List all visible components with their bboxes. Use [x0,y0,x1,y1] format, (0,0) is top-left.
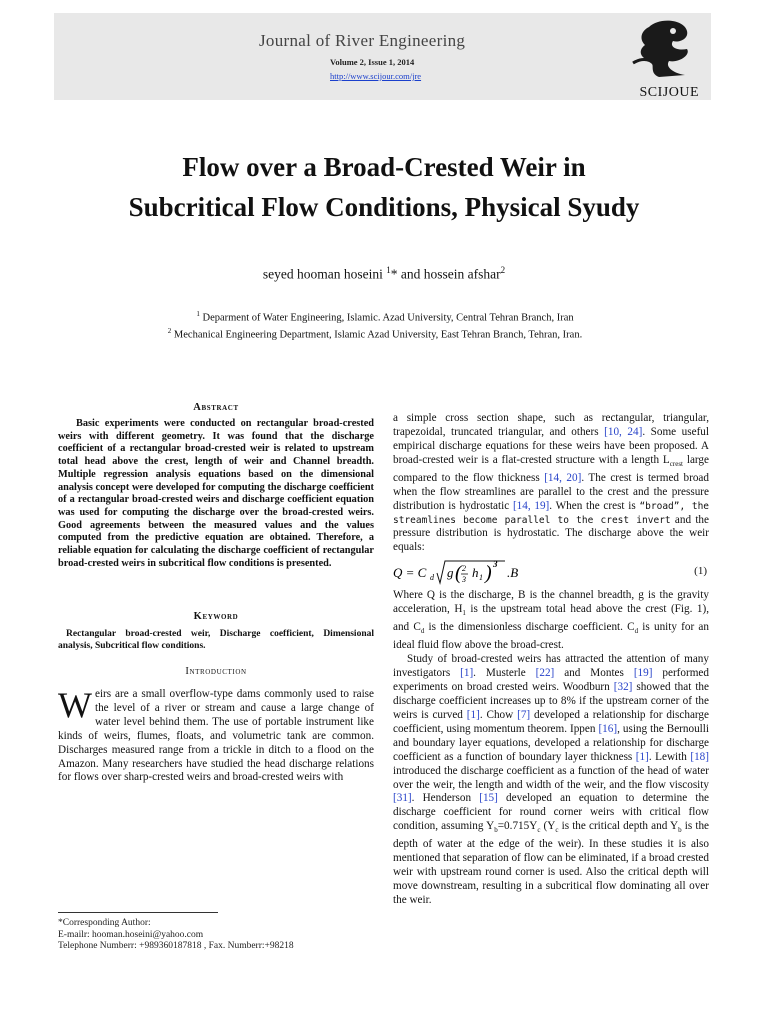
citation-15[interactable]: [15] [479,792,498,805]
paragraph-3 [393,653,709,908]
dropcap: W [58,685,92,725]
p1f: and the pressure distribution is hydrostatic. The discharge above the weir equals: [393,513,709,554]
p3n: (Y [540,820,556,833]
journal-name: Journal of River Engineering [259,31,466,50]
journal-header [54,13,711,100]
affiliation-1-text: Deparment of Water Engineering, Islamic. Azad University, Central Tehran Branch, Iran [202,312,574,324]
svg-text:1: 1 [479,573,483,583]
introduction-text [58,685,374,785]
journal-url[interactable]: http://www.scijour.com/jre [330,71,422,81]
svg-text:(: ( [455,562,462,585]
p1d: . The crest is termed broad when the flow streamlines are parallel to the crest and the pressure distribution is hydrostatic [393,471,709,512]
citation-1-b[interactable]: [1] [466,709,480,722]
svg-text:2: 2 [462,564,466,574]
svg-text:): ) [485,562,492,585]
author-1-affil: 1 [386,265,391,275]
citation-31[interactable]: [31] [393,792,412,805]
footnote-corresponding: *Corresponding Author: [58,918,151,928]
p3e: showed that the discharge coefficient increases up to 8% if the upstream corner of the weirs is curved [393,681,709,722]
p3m: =0.715Y [497,820,538,833]
p3h: , using the Bernoulli and boundary layer equations, developed a relationship for discharge coefficient as a function of boundary layer thickness [393,722,709,763]
affiliation-2 [130,325,620,342]
footnote-email: E-mailr: hooman.hoseini@yahoo.com [58,929,204,940]
p3l: developed an equation to determine the discharge coefficient for round corner weirs with critical flow condition, assuming Y [393,792,710,833]
discharge-equation [393,557,533,589]
sub-d-2: d [634,627,639,636]
p1c: large compared to the flow thickness [393,453,709,484]
svg-text:g: g [447,565,454,581]
introduction-heading: Introduction [185,666,247,677]
p1b: . Some useful empirical discharge equations for these weirs have been proposed. A broad-crested weir is a flat-crested structure with a length L [393,425,710,466]
p3k: . Henderson [411,792,480,805]
citation-14-20[interactable]: [14, 20] [544,471,582,484]
p3f: . Chow [479,709,518,722]
footnote-phone: Telephone Numberr: +989360187818 , Fax. Numberr:+98218 [58,941,294,951]
abstract-text: Basic experiments were conducted on rectangular broad-crested weirs with different geometry. It was found that the discharge coefficient of a rectangular broad-crested weir is related to upstream total head above the crest, length of weir and Channel breadth. Multiple regression analysis equations based on the dimensional analysis concept were developed for computing the discharge coefficient of a rectangular broad-crested weirs and discharge coefficient equation was used for computing the discharge over the broad-crested weirs. Good agreements between the measured values and the values computed from the predictive equation are obtained. Therefore, a reliable equation for calculating the discharge coefficient of rectangular broad-crested weirs in subcritical flow conditions is presented. [58,418,374,569]
svg-text:d: d [430,573,434,583]
paragraph-2 [393,589,709,653]
p3j: introduced the discharge coefficient as a function of the head of water over the weir, the length and width of the weir, and the flow viscosity [393,764,709,791]
title-line-2: Subcritical Flow Conditions, Physical Syudy [128,192,640,222]
p2a: Where Q is the discharge, B is the channel breadth, g is the gravity acceleration, H [393,589,709,616]
affiliations [150,308,620,341]
svg-text:h: h [472,565,479,581]
svg-text:Q = C: Q = C [393,565,427,581]
sub-1: 1 [462,609,466,618]
p3i: . Lewith [648,750,691,763]
equation-number: (1) [694,565,707,578]
citation-1[interactable]: [1] [460,667,474,680]
p3a: Study of broad-crested weirs has attracted the attention of many investigators [393,653,709,680]
sub-c: c [537,826,541,835]
introduction-body: eirs are a small overflow-type dams commonly used to raise the level of a river or stream and cause a large change of water level behind them. The use of portable instrument like kinds of weirs, flumes, floats, and volumetric tank are common. Discharges measured range from a trickle in ditch to a flood on the Amazon. Many researchers have studied the head discharge relations for flows over sharp-crested weirs and broad-crested weirs with [58,688,374,784]
author-1-mark: * and [390,266,421,282]
footnote [58,918,368,953]
abstract-heading: Abstract [193,402,239,413]
author-1: seyed hooman hoseini [262,266,383,282]
affiliation-2-sup: 2 [167,326,172,335]
svg-text:3: 3 [462,575,466,585]
sub-b: b [494,826,498,835]
p1a: a simple cross section shape, such as rectangular, triangular, trapezoidal, truncated triangular, and others [393,412,709,438]
p3p: is the depth of water at the edge of the weir). In these studies it is also mentioned that separation of flow can be eliminated, if a broad crested weir with upstream round corner is used. Also the critical depth will move downstream, resulting in a subcritical flow dominating all over the weir. [393,820,709,907]
p3g: developed a relationship for discharge coefficient, using momentum theorem. Ippen [393,709,709,735]
paragraph-1 [393,412,709,555]
p2b: is the upstream total head above the crest (Fig. 1), and C [393,603,709,634]
citation-10-24[interactable]: [10, 24] [604,425,643,438]
citation-19[interactable]: [19] [633,667,653,680]
p2d: is unity for an ideal fluid flow above the broad-crest. [393,621,709,652]
publisher-name: SCIJOUE [639,85,699,100]
affiliation-2-text: Mechanical Engineering Department, Islamic Azad University, East Tehran Branch, Tehran, Iran. [173,329,583,340]
author-2: hossein afshar [423,266,501,282]
sub-d: d [420,627,425,636]
footnote-rule [58,912,218,913]
citation-1-c[interactable]: [1] [635,750,649,763]
citation-22[interactable]: [22] [535,667,555,680]
equation-1 [393,555,709,589]
p3c: and Montes [554,667,634,680]
title-line-1: Flow over a Broad-Crested Weir in [182,152,586,182]
citation-14-19[interactable]: [14, 19] [512,499,550,512]
p3o: is the critical depth and Y [558,820,679,833]
author-2-affil: 2 [500,265,506,275]
sub-b-2: b [678,826,682,835]
svg-text:3: 3 [493,559,498,570]
svg-text:.B: .B [507,565,519,581]
journal-volume: Volume 2, Issue 1, 2014 [330,57,415,67]
citation-18[interactable]: [18] [690,750,709,763]
citation-16[interactable]: [16] [598,722,618,735]
p3d: performed experiments on broad crested weirs. Woodburn [393,667,709,694]
sub-c-2: c [555,826,559,835]
citation-32[interactable]: [32] [613,681,633,694]
citation-7[interactable]: [7] [517,709,531,722]
affiliation-1-sup: 1 [196,310,200,318]
p1e: . When the crest is [549,499,640,512]
quoted-definition: “broad”, the streamlines become parallel to the crest invert [393,500,710,526]
p2c: is the dimensionless discharge coefficient. C [424,621,635,634]
authors [0,265,768,283]
publisher-logo-icon [629,17,699,81]
right-column [393,412,709,908]
keyword-text: Rectangular broad-crested weir, Discharge coefficient, Dimensional analysis, Subcritical flow conditions. [58,629,374,651]
paper-title [0,147,768,227]
sub-crest: crest [669,459,683,468]
keyword-heading: Keyword [193,611,239,622]
p3b: . Musterle [473,667,536,680]
affiliation-1 [150,308,620,325]
